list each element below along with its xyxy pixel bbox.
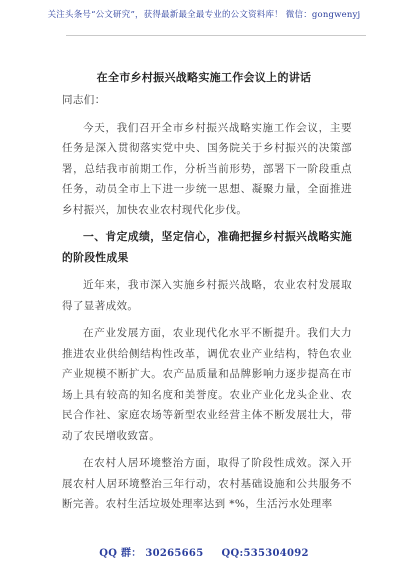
document-body [62,90,352,515]
document-title: 在全市乡村振兴战略实施工作会议上的讲话 [96,71,312,84]
salutation: 同志们： [62,94,106,106]
paragraph-industry: 在产业发展方面，农业现代化水平不断提升。我们大力推进农业供给侧结构性改革，调优农业产业结构，特色农业产业规模不断扩大。农产品质量和品牌影响力逐步提高在市场上具有较高的知名度和美誉度。农业产业化龙头企业、农民合作社、家庭农场等新型农业经营主体不断发展壮大，带动了农民增收致富。 [62,327,352,442]
header-banner: 关注头条号“公文研究”，获得最新最全最专业的公文资料库！ 微信：gongwenyj [47,10,361,20]
paragraph-environment: 在农村人居环境整治方面，取得了阶段性成效。深入开展农村人居环境整治三年行动，农村基础设施和公共服务不断完善。农村生活垃圾处理率达到 *%，生活污水处理率 [62,457,352,510]
intro-paragraph: 今天，我们召开全市乡村振兴战略实施工作会议，主要任务是深入贯彻落实党中央、国务院关于乡村振兴的决策部署，总结我市前期工作，分析当前形势，部署下一阶段重点任务，动员全市上下进一步统一思想、凝聚力量，全面推进乡村振兴，加快农业农村现代化步伐。 [62,121,352,216]
section-heading-1: 一、肯定成绩，坚定信心，准确把握乡村振兴战略实施的阶段性成果 [62,230,352,264]
header-divider [66,35,366,36]
footer-qq-group: QQ 群： 30265665 [99,548,204,559]
paragraph-achievements: 近年来，我市深入实施乡村振兴战略，农业农村发展取得了显著成效。 [62,279,352,312]
footer-contacts [0,544,408,559]
footer-qq-number: QQ:535304092 [221,548,309,559]
